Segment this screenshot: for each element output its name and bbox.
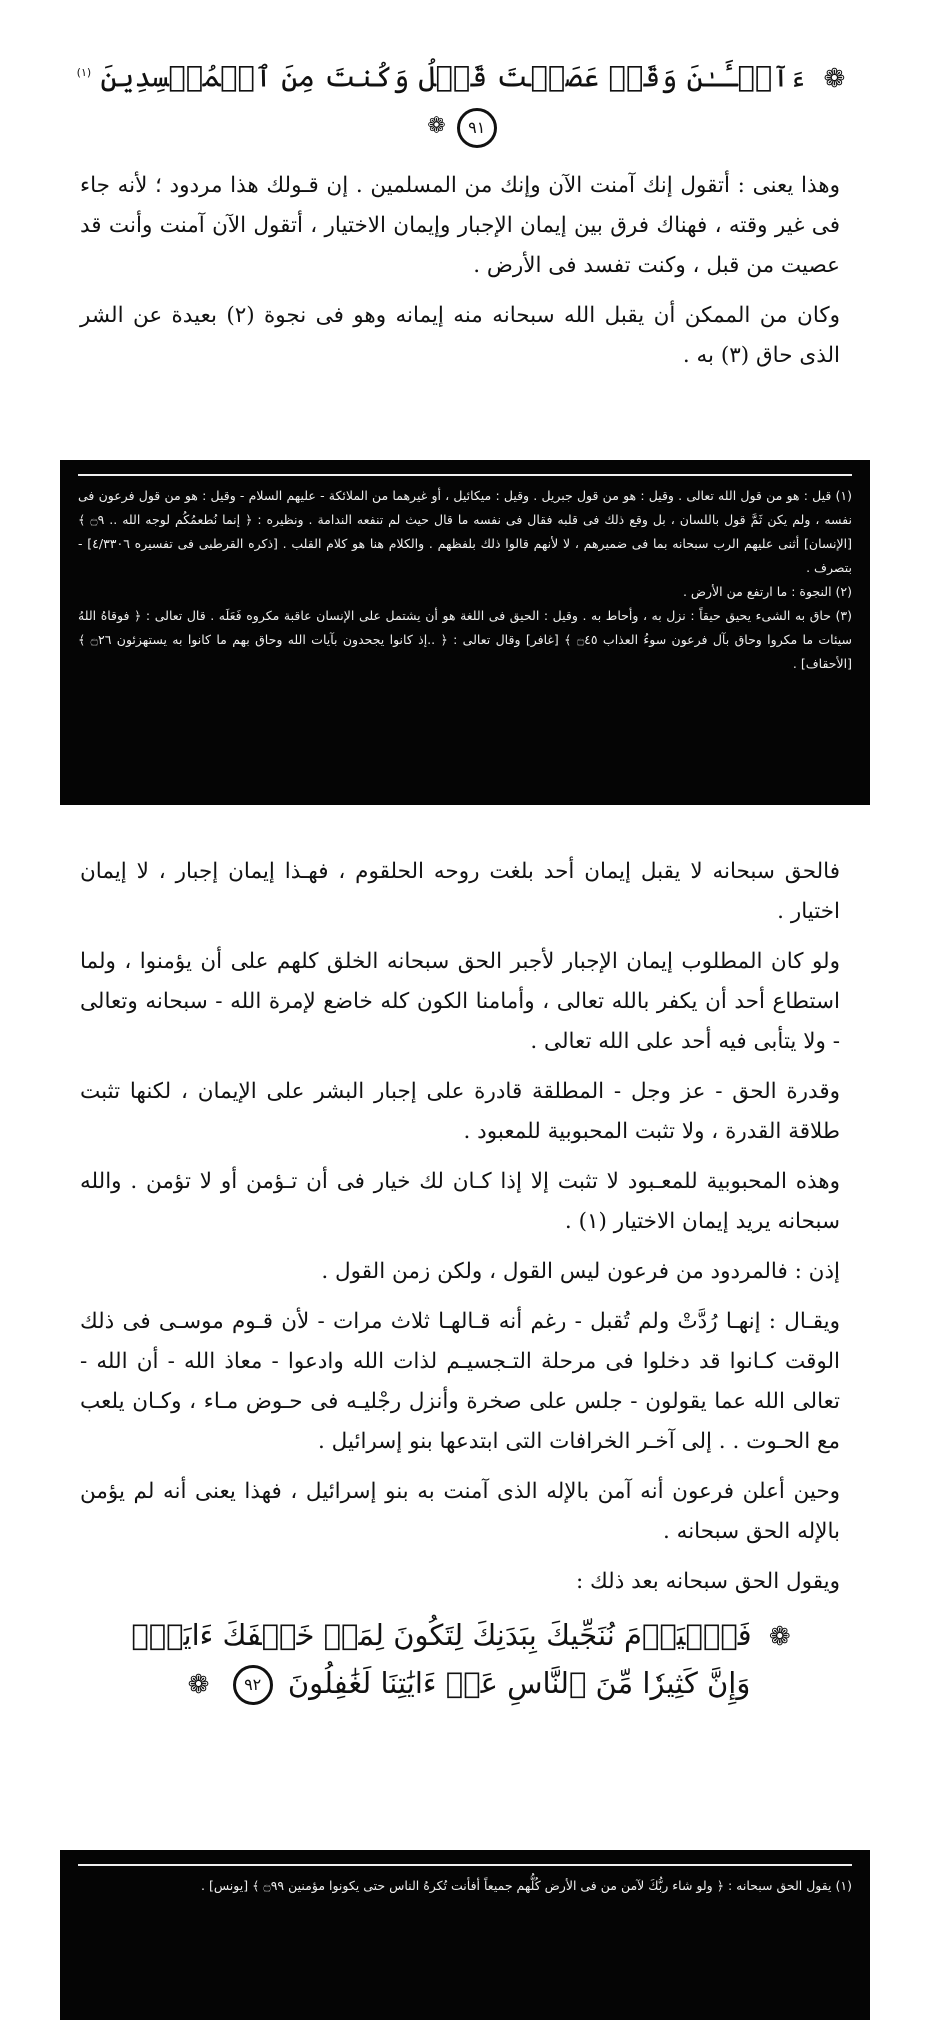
verse-text: ءَآلۡـَٔـٰنَ وَقَدۡ عَصَيۡتَ قَبۡلُ وَكُنتَ مِنَ ٱلۡمُفۡسِدِينَ [100, 59, 807, 94]
body-paragraph: فالحق سبحانه لا يقبل إيمان أحد بلغت روحه الحلقوم ، فهـذا إيمان إجبار ، لا إيمان اختيار . [80, 859, 840, 924]
footnote: (٢) النجوة : ما ارتفع من الأرض . [682, 584, 852, 599]
body-paragraph: إذن : فالمردود من فرعون ليس القول ، ولكن زمن القول . [321, 1259, 840, 1284]
body-paragraph: وحين أعلن فرعون أنه آمن بالإله الذى آمنت به بنو إسرائيل ، فهذا يعنى أنه لم يؤمن بالإله الحق سبحانه . [80, 1479, 840, 1544]
verse-end [60, 108, 870, 148]
verse-line [60, 1612, 870, 1660]
footnote-divider [78, 1864, 852, 1866]
body-paragraph: ويقـال : إنهـا رُدَّتْ ولم تُقبل - رغم أنه قـالهـا ثلاث مرات - لأن قـوم موسـى فى ذلك الوقت كـانوا قد دخلوا فى مرحلة التـجسيـم لذات الله وادعوا - معاذ الله - أن الله - تعالى الله عما يقولون - جلس على صخرة وأنزل رجْليـه فى حـوض مـاء ، وكـان يلعب مع الحـوت . . إلى آخـر الخرافات التى ابتدعها بنو إسرائيل . [80, 1309, 840, 1454]
verse-number: ٩١ [457, 108, 497, 148]
body-paragraph: وقدرة الحق - عز وجل - المطلقة قادرة على إجبار البشر على الإيمان ، لكنها تثبت طلاقة القدرة ، ولا تثبت المحبوبية للمعبود . [80, 1079, 840, 1144]
footnote-marker: (١) [76, 66, 92, 79]
verse-ornament-icon: ❁ [427, 113, 446, 139]
footnote-divider [78, 474, 852, 476]
footnote: (١) قيل : هو من قول الله تعالى . وقيل : هو من قول جبريل . وقيل : ميكائيل ، أو غيرهما من الملائكة - عليهم السلام - وقيل : هو من قول فرعون فى نفسه ، ولم يكن ثَمَّ قول باللسان ، بل وقع ذلك فى قلبه فقال فى نفسه ما قال حيث لم تنفعه الندامة . ونظيره : ﴿ إنما نُطعمُكُم لوجه الله .. ۝٩ ﴾ [الإنسان] أثنى عليهم الرب سبحانه بما فى ضميرهم ، لا لأنهم قالوا ذلك بلفظهم . والكلام هنا هو كلام القلب . [ذكره القرطبى فى تفسيره ٤/٣٣٠٦] - بتصرف . [78, 488, 852, 575]
page-top [60, 40, 870, 790]
footnote: (٣) حاق به الشىء يحيق حيقاً : نزل به ، وأحاط به . وقيل : الحيق فى اللغة هو أن يشتمل على الإنسان عاقبة مكروه فَعَلَه . قال تعالى : ﴿ فوقاهُ اللهُ سيئات ما مكروا وحاق بآل فرعون سوءُ العذاب ۝٤٥ ﴾ [غافر] وقال تعالى : ﴿ ..إذ كانوا يجحدون بآيات الله وحاق بهم ما كانوا به يستهزئون ۝٢٦ ﴾ [الأحقاف] . [78, 608, 852, 671]
quran-verse-91 [60, 50, 870, 102]
verse-ornament-icon: ❁ [823, 63, 846, 94]
verse-ornament-icon: ❁ [768, 1622, 791, 1652]
quran-verse-92 [60, 1612, 870, 1708]
page-bottom [60, 840, 870, 2015]
body-paragraph: ويقول الحق سبحانه بعد ذلك : [575, 1569, 840, 1594]
footnote: (١) يقول الحق سبحانه : ﴿ ولو شاء ربُّكَ لآمن من فى الأرض كُلُّهم جميعاً أفأنت تُكرهُ الناس حتى يكونوا مؤمنين ۝٩٩ ﴾ [يونس] . [201, 1878, 852, 1893]
body-paragraph: وكان من الممكن أن يقبل الله سبحانه منه إيمانه وهو فى نجوة (٢) بعيدة عن الشر الذى حاق (٣) به . [80, 302, 840, 368]
body-paragraph: وهذا يعنى : أتقول إنك آمنت الآن وإنك من المسلمين . إن قـولك هذا مردود ؛ لأنه جاء فى غير وقته ، فهناك فرق بين إيمان الإجبار وإيمان الاختيار ، أتقول الآن آمنت وأنت قد عصيت من قبل ، وكنت تفسد فى الأرض . [80, 172, 840, 278]
footnotes-block [60, 1850, 870, 2020]
verse-number: ٩٢ [233, 1665, 273, 1705]
verse-line [60, 1660, 870, 1708]
verse-text: فَٱلۡيَوۡمَ نُنَجِّيكَ بِبَدَنِكَ لِتَكُونَ لِمَنۡ خَلۡفَكَ ءَايَةٗۚ [131, 1618, 752, 1652]
body-paragraph: ولو كان المطلوب إيمان الإجبار لأجبر الحق سبحانه الخلق كلهم على أن يؤمنوا ، ولما استطاع أحد أن يكفر بالله تعالى ، وأمامنا الكون كله خاضع لإمرة الله - سبحانه وتعالى - ولا يتأبى فيه أحد على الله تعالى . [80, 949, 840, 1054]
footnotes-block [60, 460, 870, 805]
verse-ornament-icon: ❁ [187, 1670, 210, 1700]
verse-text: وَإِنَّ كَثِيرٗا مِّنَ ٱلنَّاسِ عَنۡ ءَايَٰتِنَا لَغَٰفِلُونَ [287, 1666, 751, 1700]
body-paragraph: وهذه المحبوبية للمعـبود لا تثبت إلا إذا كـان لك خيار فى أن تـؤمن أو لا تؤمن . والله سبحانه يريد إيمان الاختيار (١) . [80, 1169, 840, 1234]
